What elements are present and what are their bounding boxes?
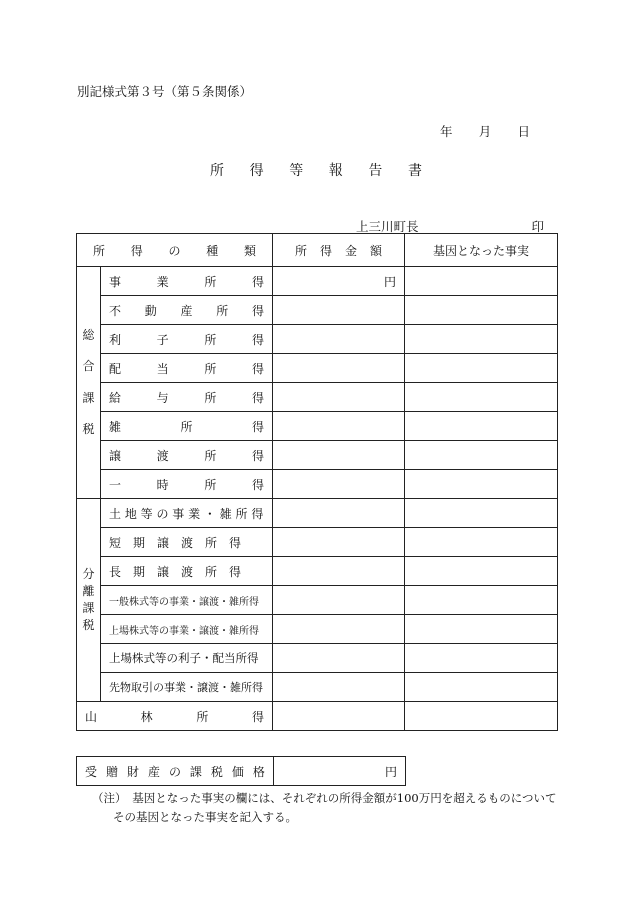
group-char: 課	[82, 601, 95, 615]
amount-field[interactable]	[273, 325, 405, 354]
gift-tax-table	[76, 756, 406, 786]
row-label-temporary: 一 時 所 得	[101, 470, 273, 499]
title-char: 所	[210, 163, 224, 179]
amount-field[interactable]	[273, 586, 405, 615]
table-row	[77, 470, 558, 499]
date-line	[440, 122, 530, 140]
table-row	[77, 586, 558, 615]
table-row	[77, 644, 558, 673]
table-row	[77, 528, 558, 557]
fact-field[interactable]	[405, 644, 558, 673]
amount-field[interactable]	[273, 354, 405, 383]
amount-field[interactable]	[273, 528, 405, 557]
fact-field[interactable]	[405, 702, 558, 731]
group-separate-taxation	[77, 499, 101, 702]
fact-field[interactable]	[405, 499, 558, 528]
fact-field[interactable]	[405, 412, 558, 441]
fact-field[interactable]	[405, 383, 558, 412]
table-row	[77, 757, 406, 786]
fact-field[interactable]	[405, 615, 558, 644]
yen-unit: 円	[384, 764, 397, 779]
document-title	[210, 160, 422, 180]
mayor-name: 上三川町長	[356, 219, 419, 234]
group-general-taxation	[77, 267, 101, 499]
row-label-salary: 給 与 所 得	[101, 383, 273, 412]
amount-field[interactable]	[273, 673, 405, 702]
group-char: 総	[82, 328, 95, 343]
row-label-forest: 山 林 所 得	[77, 702, 273, 731]
table-row	[77, 267, 558, 296]
yen-unit: 円	[384, 274, 397, 289]
fact-field[interactable]	[405, 586, 558, 615]
seal-mark: 印	[531, 219, 544, 234]
date-day: 日	[517, 124, 530, 139]
fact-field[interactable]	[405, 557, 558, 586]
row-label-transfer: 譲 渡 所 得	[101, 441, 273, 470]
note-line-1: （注） 基因となった事実の欄には、それぞれの所得金額が100万円を超えるものについて	[92, 791, 557, 805]
header-char: 金	[344, 243, 357, 258]
row-label-dividend: 配 当 所 得	[101, 354, 273, 383]
row-label-short-term-transfer: 短 期 譲 渡 所 得	[101, 528, 273, 557]
row-label-general-stocks: 一般株式等の事業・譲渡・雑所得	[101, 586, 273, 615]
row-label-interest: 利 子 所 得	[101, 325, 273, 354]
amount-field[interactable]	[273, 557, 405, 586]
row-label-business: 事 業 所 得	[101, 267, 273, 296]
table-header-row	[77, 234, 558, 267]
row-label-real-estate: 不 動 産 所 得	[101, 296, 273, 325]
group-char: 課	[82, 390, 95, 405]
header-char: 額	[369, 243, 382, 258]
group-char: 税	[82, 421, 95, 436]
amount-field[interactable]	[273, 412, 405, 441]
amount-field[interactable]	[273, 296, 405, 325]
date-month: 月	[478, 124, 492, 139]
table-row	[77, 412, 558, 441]
fact-field[interactable]	[405, 470, 558, 499]
title-char: 報	[328, 163, 343, 179]
note-line-2: その基因となった事実を記入する。	[113, 810, 297, 824]
fact-field[interactable]	[405, 528, 558, 557]
fact-field[interactable]	[405, 354, 558, 383]
header-income-amount	[273, 234, 405, 267]
fact-field[interactable]	[405, 325, 558, 354]
amount-field[interactable]	[273, 267, 405, 296]
amount-field[interactable]	[273, 615, 405, 644]
header-basis-fact: 基因となった事実	[405, 234, 558, 267]
table-row	[77, 441, 558, 470]
title-char: 告	[368, 163, 383, 179]
group-char: 合	[82, 359, 95, 374]
fact-field[interactable]	[405, 441, 558, 470]
table-row	[77, 557, 558, 586]
header-income-type	[77, 234, 273, 267]
gift-amount-field[interactable]	[274, 757, 406, 786]
fact-field[interactable]	[405, 673, 558, 702]
title-char: 等	[289, 163, 304, 179]
amount-field[interactable]	[273, 644, 405, 673]
row-label-listed-stocks: 上場株式等の事業・譲渡・雑所得	[101, 615, 273, 644]
amount-field[interactable]	[273, 470, 405, 499]
amount-field[interactable]	[273, 441, 405, 470]
header-char: 所	[295, 243, 308, 258]
group-char: 税	[82, 618, 95, 633]
title-char: 書	[407, 163, 422, 179]
gift-label: 受 贈 財 産 の 課 税 価 格	[77, 757, 274, 786]
group-char: 分	[82, 566, 95, 581]
header-char: 得	[320, 243, 333, 258]
row-label-long-term-transfer: 長 期 譲 渡 所 得	[101, 557, 273, 586]
table-row	[77, 354, 558, 383]
row-label-listed-stocks-dividend: 上場株式等の利子・配当所得	[101, 644, 273, 673]
date-year: 年	[440, 124, 453, 139]
table-row	[77, 383, 558, 412]
row-label-futures: 先物取引の事業・譲渡・雑所得	[101, 673, 273, 702]
fact-field[interactable]	[405, 267, 558, 296]
table-row	[77, 673, 558, 702]
amount-field[interactable]	[273, 702, 405, 731]
table-row	[77, 615, 558, 644]
title-char: 得	[249, 163, 264, 179]
header-char: の	[168, 243, 181, 258]
amount-field[interactable]	[273, 499, 405, 528]
income-table	[76, 233, 558, 731]
table-row	[77, 325, 558, 354]
form-reference: 別記様式第３号（第５条関係）	[77, 84, 253, 99]
header-char: 種	[206, 243, 219, 258]
table-row	[77, 296, 558, 325]
row-label-land: 土 地 等 の 事 業 ・ 雑 所 得	[101, 499, 273, 528]
amount-field[interactable]	[273, 383, 405, 412]
fact-field[interactable]	[405, 296, 558, 325]
addressee-line	[356, 217, 544, 234]
table-row	[77, 499, 558, 528]
table-row	[77, 702, 558, 731]
row-label-miscellaneous: 雑 所 得	[101, 412, 273, 441]
header-char: 類	[244, 243, 257, 258]
group-char: 離	[82, 583, 95, 598]
header-char: 所	[93, 243, 106, 258]
header-char: 得	[130, 243, 143, 258]
